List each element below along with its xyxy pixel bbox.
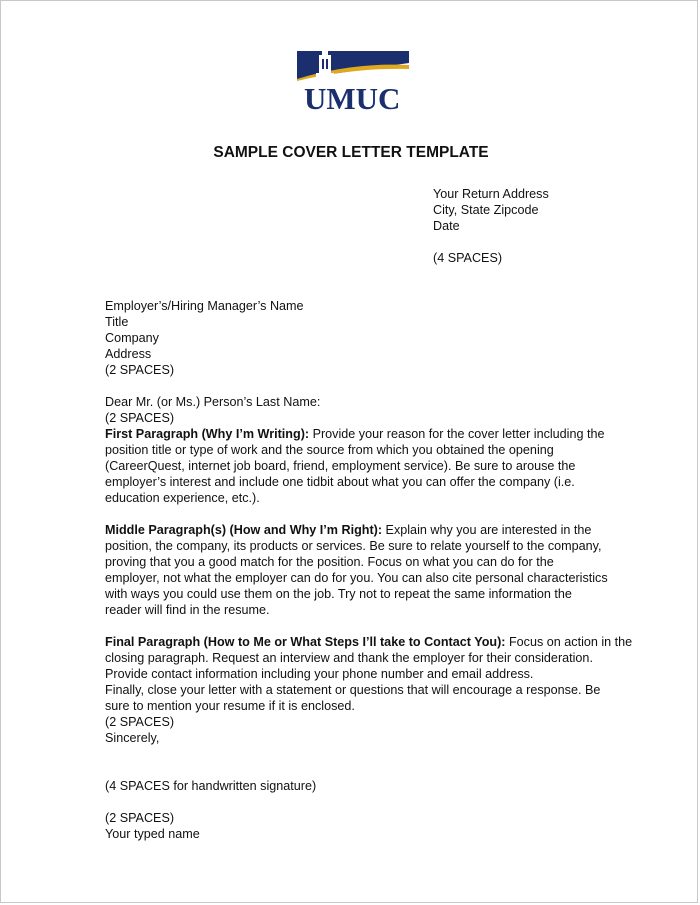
paragraph-line: education experience, etc.). <box>105 491 260 505</box>
city-state-zip-line: City, State Zipcode <box>433 203 539 217</box>
paragraph-line: Provide your reason for the cover letter including the <box>309 427 605 441</box>
final-paragraph <box>105 634 633 714</box>
date-line: Date <box>433 219 460 233</box>
signature-note: (4 SPACES for handwritten signature) <box>105 779 317 793</box>
paragraph-line: closing paragraph. Request an interview and thank the employer for their consideration. <box>105 651 593 665</box>
return-address-line: Your Return Address <box>433 187 549 201</box>
paragraph-line: sure to mention your resume if it is enclosed. <box>105 699 355 713</box>
employer-address-line: Address <box>105 347 152 361</box>
paragraph-line: (CareerQuest, internet job board, friend, employment service). Be sure to arouse the <box>105 459 576 473</box>
paragraph-line: Provide contact information including your phone number and email address. <box>105 667 534 681</box>
middle-paragraph <box>105 522 608 618</box>
typed-name-line: Your typed name <box>105 827 200 841</box>
paragraph-line: employer, not what the employer can do for you. You can also cite personal characteristics <box>105 571 608 585</box>
middle-paragraph-heading: Middle Paragraph(s) (How and Why I’m Right): <box>105 523 383 537</box>
paragraph-line: position title or type of work and the source from which you obtained the opening <box>105 443 554 457</box>
spacing-note: (2 SPACES) <box>105 811 175 825</box>
final-paragraph-heading: Final Paragraph (How to Me or What Steps I’ll take to Contact You): <box>105 635 506 649</box>
paragraph-line: reader will find in the resume. <box>105 603 270 617</box>
employer-company-line: Company <box>105 331 159 345</box>
salutation: Dear Mr. (or Ms.) Person’s Last Name: <box>105 395 321 409</box>
first-paragraph <box>105 426 605 506</box>
employer-title-line: Title <box>105 315 129 329</box>
employer-name-line: Employer’s/Hiring Manager’s Name <box>105 299 304 313</box>
spacing-note: (4 SPACES) <box>433 251 503 265</box>
return-address-block <box>433 186 549 266</box>
umuc-logo <box>293 41 413 116</box>
paragraph-line: Focus on action in the <box>505 635 633 649</box>
first-paragraph-heading: First Paragraph (Why I’m Writing): <box>105 427 310 441</box>
paragraph-line: employer’s interest and include one tidbit about what you can offer the company (i.e. <box>105 475 575 489</box>
spacing-note: (2 SPACES) <box>105 363 175 377</box>
logo-wordmark: UMUC <box>304 81 401 116</box>
spacing-note: (2 SPACES) <box>105 715 175 729</box>
document-title: SAMPLE COVER LETTER TEMPLATE <box>213 144 489 161</box>
umuc-emblem-icon <box>293 41 413 83</box>
paragraph-line: with ways you could use them on the job. Try not to repeat the same information the <box>105 587 572 601</box>
letter-body <box>105 298 633 842</box>
paragraph-line: position, the company, its products or services. Be sure to relate yourself to the company, <box>105 539 602 553</box>
spacing-note: (2 SPACES) <box>105 411 175 425</box>
paragraph-line: Finally, close your letter with a statement or questions that will encourage a response. Be <box>105 683 601 697</box>
paragraph-line: Explain why you are interested in the <box>382 523 592 537</box>
closing-sincerely: Sincerely, <box>105 731 160 745</box>
paragraph-line: proving that you a good match for the position. Focus on what you can do for the <box>105 555 554 569</box>
